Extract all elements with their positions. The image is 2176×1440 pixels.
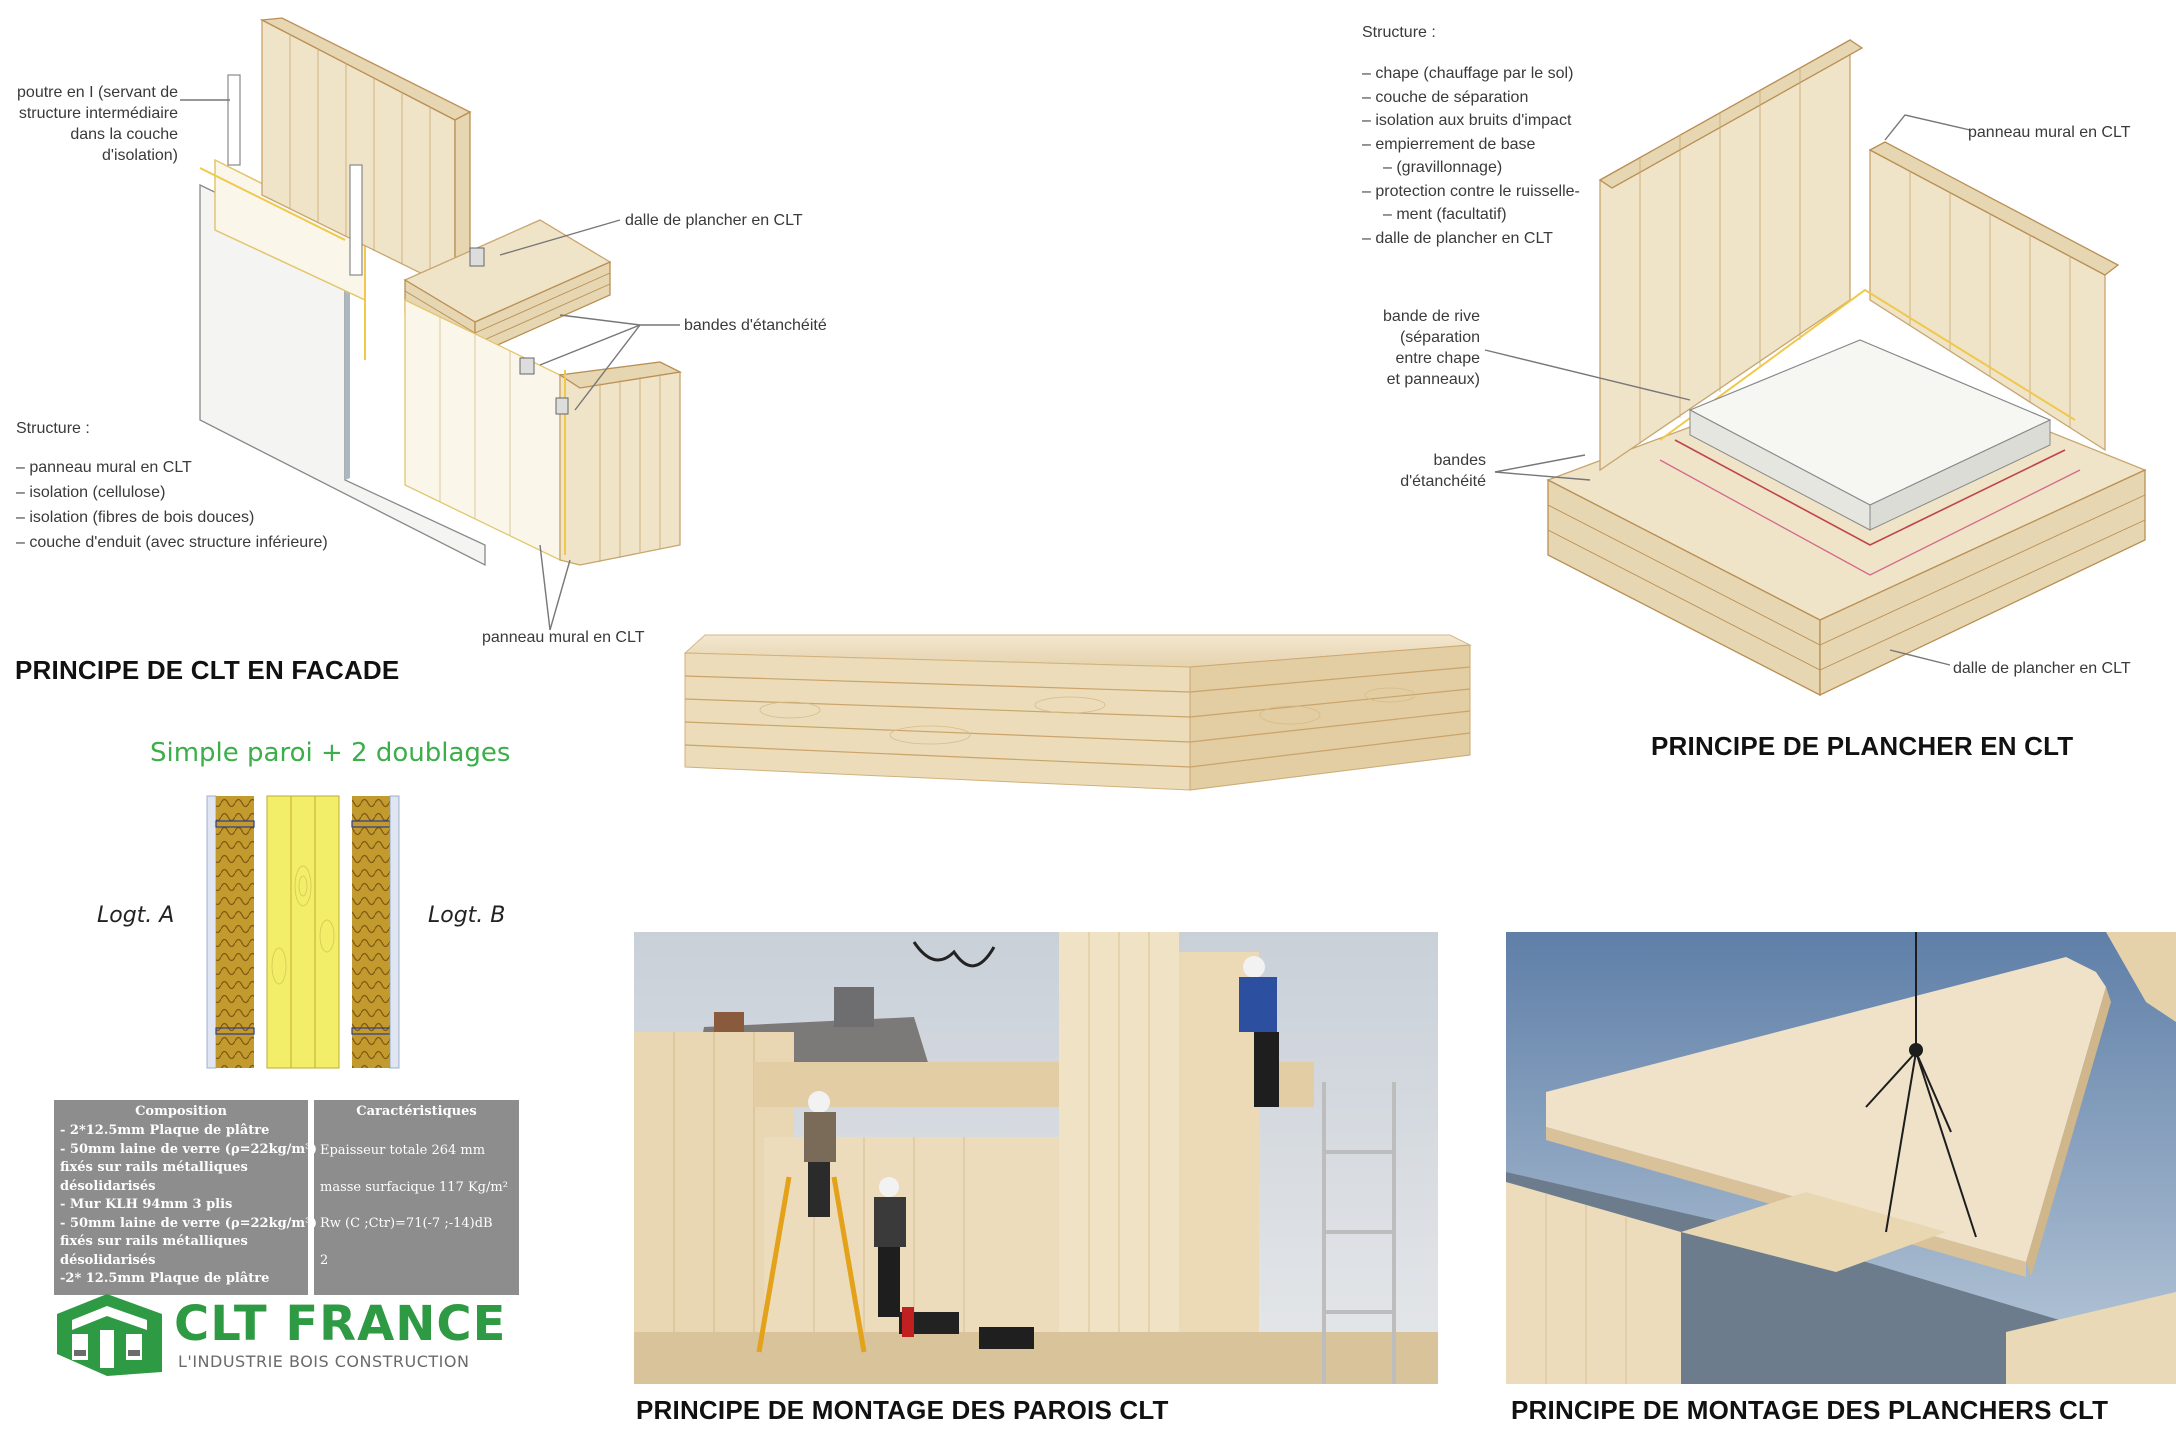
list-item: – panneau mural en CLT: [16, 455, 328, 480]
table-row: - 50mm laine de verre (ρ=22kg/m³): [60, 1141, 318, 1157]
table-row: fixés sur rails métalliques: [60, 1234, 248, 1249]
list-item: – isolation aux bruits d'impact: [1362, 109, 1580, 133]
plancher-label-bande-rive: bande de rive (séparation entre chape et panneaux): [1383, 308, 1480, 388]
list-item: – dalle de plancher en CLT: [1362, 227, 1580, 251]
facade-structure-title: Structure :: [16, 420, 90, 437]
table-row: - Mur KLH 94mm 3 plis: [60, 1197, 233, 1212]
list-item: – couche d'enduit (avec structure inférieure): [16, 530, 328, 555]
paroi-section-drawing: [207, 796, 402, 1068]
plancher-caption: PRINCIPE DE PLANCHER EN CLT: [1651, 731, 2074, 761]
table-row: - 2*12.5mm Plaque de plâtre: [60, 1123, 270, 1138]
parois-caption: PRINCIPE DE MONTAGE DES PAROIS CLT: [636, 1395, 1169, 1425]
list-item: – ment (facultatif): [1362, 203, 1580, 227]
col2-row-masse: masse surfacique 117 Kg/m²: [320, 1180, 508, 1195]
list-item: – empierrement de base: [1362, 133, 1580, 157]
list-item: – isolation (cellulose): [16, 480, 328, 505]
list-item: – couche de séparation: [1362, 86, 1580, 110]
facade-label-poutre: poutre en I (servant de structure intermédiaire dans la couche d'isolation): [17, 84, 178, 164]
plancher-structure-title: Structure :: [1362, 24, 1436, 41]
paroi-title: Simple paroi + 2 doublages: [150, 738, 511, 768]
logt-a-label: Logt. A: [97, 903, 175, 928]
planchers-caption: PRINCIPE DE MONTAGE DES PLANCHERS CLT: [1511, 1395, 2109, 1425]
list-item: – chape (chauffage par le sol): [1362, 62, 1580, 86]
composition-table: [54, 1100, 519, 1295]
col2-row-rw: Rw (C ;Ctr)=71(-7 ;-14)dB: [320, 1216, 493, 1231]
plancher-label-panneau: panneau mural en CLT: [1968, 124, 2131, 141]
table-row: - 50mm laine de verre (ρ=22kg/m³): [60, 1215, 318, 1231]
col1-header: Composition: [135, 1104, 227, 1119]
logt-b-label: Logt. B: [428, 903, 506, 928]
photo-montage-planchers: [1506, 932, 2176, 1384]
col2-row-note: 2: [320, 1253, 329, 1268]
table-row: fixés sur rails métalliques: [60, 1160, 248, 1175]
col2-header: Caractéristiques: [356, 1104, 477, 1119]
list-item: – isolation (fibres de bois douces): [16, 505, 328, 530]
facade-label-dalle: dalle de plancher en CLT: [625, 212, 803, 229]
table-row: désolidarisés: [60, 1178, 156, 1194]
facade-caption: PRINCIPE DE CLT EN FACADE: [15, 655, 400, 685]
col1-body: [60, 1122, 317, 1289]
table-row: -2* 12.5mm Plaque de plâtre: [60, 1271, 270, 1286]
plancher-structure-list: [1362, 62, 1580, 250]
col2-row-epaisseur: Epaisseur totale 264 mm: [320, 1143, 486, 1158]
facade-label-panneau: panneau mural en CLT: [482, 629, 645, 646]
facade-label-bandes: bandes d'étanchéité: [684, 317, 827, 334]
logo-icon: [52, 1294, 172, 1376]
photo-montage-parois: [634, 932, 1438, 1384]
logo-tagline: L'INDUSTRIE BOIS CONSTRUCTION: [178, 1352, 470, 1371]
logo-name: CLT FRANCE: [174, 1296, 507, 1352]
plancher-label-dalle: dalle de plancher en CLT: [1953, 660, 2131, 677]
clt-france-logo: [52, 1294, 522, 1376]
table-row: désolidarisés: [60, 1252, 156, 1268]
plancher-label-bandes: bandes d'étanchéité: [1400, 452, 1486, 490]
list-item: – protection contre le ruisselle-: [1362, 180, 1580, 204]
list-item: – (gravillonnage): [1362, 156, 1580, 180]
